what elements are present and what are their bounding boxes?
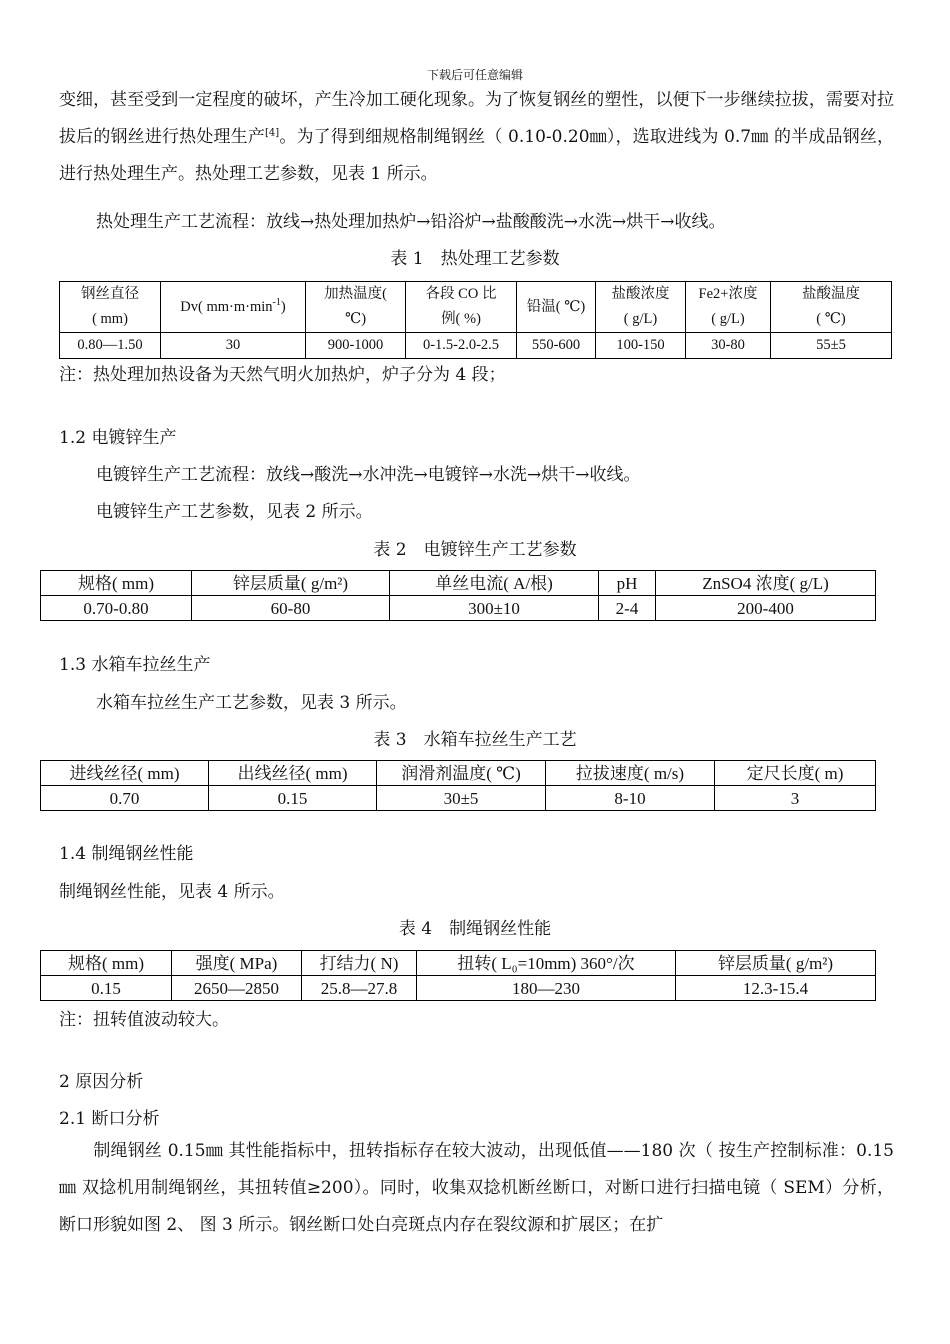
table-header-cell: 进线丝径( mm) (41, 761, 209, 786)
table-cell: 300±10 (390, 596, 599, 621)
table-cell: 100-150 (596, 333, 686, 359)
section-1-4-title: 1.4 制绳钢丝性能 (59, 844, 194, 864)
table-cell: 900-1000 (306, 333, 406, 359)
fracture-analysis-paragraph: 制绳钢丝 0.15㎜ 其性能指标中，扭转指标存在较大波动，出现低值——180 次（ 按生产控制标准：0.15㎜ 双捻机用制绳钢丝，其扭转值≥200）。同时，收集双捻机断丝断口，对断口进行扫描电镜（ SEM）分析，断口形貌如图 2、 图 3 所示。钢丝断口处白亮斑点内存在裂纹源和扩展区；在扩 (59, 1141, 894, 1235)
table-cell: 200-400 (656, 596, 876, 621)
table-header-cell: 规格( mm) (41, 571, 192, 596)
table-cell: 0.15 (41, 976, 172, 1001)
intro-text-1: 变细，甚至受到一定程度的破坏，产生冷加工硬化现象。为了恢复钢丝的塑性，以便下一步继续拉拔，需要对拉拔后的钢丝进行热处理生产 (59, 90, 894, 147)
table-header-cell: 规格( mm) (41, 951, 172, 976)
table-row (41, 786, 876, 811)
table-cell: 30-80 (686, 333, 771, 359)
table-cell: 0.70-0.80 (41, 596, 192, 621)
table4-caption: 表 4 制绳钢丝性能 (398, 919, 552, 939)
table-header-cell: 盐酸温度 ( ℃) (771, 282, 892, 333)
table-cell: 2-4 (599, 596, 656, 621)
section-2-1-title: 2.1 断口分析 (59, 1109, 160, 1129)
table4 (40, 950, 876, 1001)
table-header-row (41, 571, 876, 596)
table-header-row (60, 282, 892, 333)
table1-caption: 表 1 热处理工艺参数 (390, 249, 560, 269)
heat-treatment-flow: 热处理生产工艺流程：放线→热处理加热炉→铅浴炉→盐酸酸洗→水洗→烘干→收线。 (96, 212, 726, 232)
table2-caption: 表 2 电镀锌生产工艺参数 (373, 540, 577, 560)
table-header-cell: 扭转( L₀=10mm) 360°/次 (417, 951, 676, 976)
table-header-cell: 润滑剂温度( ℃) (377, 761, 546, 786)
table-header-row (41, 761, 876, 786)
citation-marker: [4] (265, 127, 280, 139)
table-cell: 0.15 (209, 786, 377, 811)
table4-note: 注：扭转值波动较大。 (59, 1010, 229, 1030)
table-header-cell: Dv( $mm\cdot m\cdot\min^{-1}$) (161, 282, 306, 333)
table3 (40, 760, 876, 811)
table-header-cell: 拉拔速度( m/s) (546, 761, 715, 786)
table-cell: 25.8—27.8 (302, 976, 417, 1001)
table-header-cell: 锌层质量( g/m²) (676, 951, 876, 976)
table-cell: 0.80—1.50 (60, 333, 161, 359)
table-cell: 0-1.5-2.0-2.5 (406, 333, 517, 359)
table-cell: 30 (161, 333, 306, 359)
section-1-3-title: 1.3 水箱车拉丝生产 (59, 655, 211, 675)
table1-note: 注：热处理加热设备为天然气明火加热炉，炉子分为 4 段； (59, 365, 506, 385)
electroplating-flow: 电镀锌生产工艺流程：放线→酸洗→水冲洗→电镀锌→水洗→烘干→收线。 (96, 465, 641, 485)
intro-paragraph (59, 82, 894, 193)
table-row (41, 596, 876, 621)
drawing-params: 水箱车拉丝生产工艺参数，见表 3 所示。 (96, 693, 407, 713)
table-header-cell: 加热温度( ℃) (306, 282, 406, 333)
table-row (60, 333, 892, 359)
table-header-cell: 盐酸浓度 ( g/L) (596, 282, 686, 333)
table-cell: 2650—2850 (172, 976, 302, 1001)
table-cell: 550-600 (517, 333, 596, 359)
table-row (41, 976, 876, 1001)
table-header-cell: 强度( MPa) (172, 951, 302, 976)
table1 (59, 281, 892, 359)
table-header-row (41, 951, 876, 976)
table-header-cell: ZnSO4 浓度( g/L) (656, 571, 876, 596)
table-cell: 30±5 (377, 786, 546, 811)
table-cell: 12.3-15.4 (676, 976, 876, 1001)
intro-text-2: 。为了得到细规格制绳钢丝（ 0.10-0.20㎜），选取进线为 0.7㎜ 的半成品钢丝，进行热处理生产。热处理工艺参数，见表 1 所示。 (59, 127, 895, 184)
table-header-cell: 锌层质量( g/m²) (192, 571, 390, 596)
table-header-cell: 定尺长度( m) (715, 761, 876, 786)
section-2-title: 2 原因分析 (59, 1072, 144, 1092)
table-header-cell: 钢丝直径 ( mm) (60, 282, 161, 333)
table-cell: 0.70 (41, 786, 209, 811)
table-cell: 180—230 (417, 976, 676, 1001)
table-cell: 60-80 (192, 596, 390, 621)
page-header: 下载后可任意编辑 (426, 68, 523, 82)
table-header-cell: pH (599, 571, 656, 596)
table-header-cell: 打结力( N) (302, 951, 417, 976)
table2 (40, 570, 876, 621)
table-cell: 55±5 (771, 333, 892, 359)
table-header-cell: 各段 CO 比 例( %) (406, 282, 517, 333)
table-header-cell: 单丝电流( A/根) (390, 571, 599, 596)
table-header-cell: 铅温( ℃) (517, 282, 596, 333)
table-cell: 8-10 (546, 786, 715, 811)
wire-performance-params: 制绳钢丝性能，见表 4 所示。 (59, 882, 285, 902)
table3-caption: 表 3 水箱车拉丝生产工艺 (373, 730, 577, 750)
electroplating-params: 电镀锌生产工艺参数，见表 2 所示。 (96, 502, 373, 522)
section-1-2-title: 1.2 电镀锌生产 (59, 428, 177, 448)
table-header-cell: Fe2+浓度 ( g/L) (686, 282, 771, 333)
table-cell: 3 (715, 786, 876, 811)
table-header-cell: 出线丝径( mm) (209, 761, 377, 786)
